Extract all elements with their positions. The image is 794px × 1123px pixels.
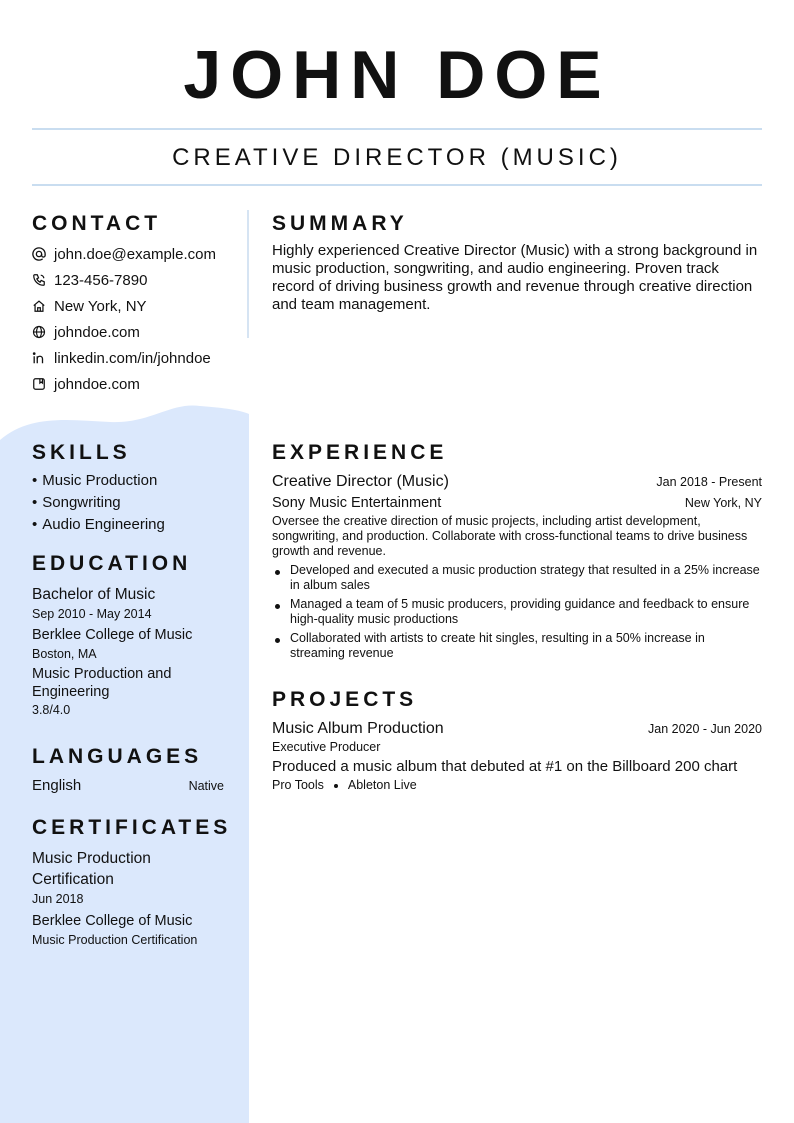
- language-level: Native: [188, 779, 224, 793]
- tool-separator: [334, 784, 338, 788]
- project-role: Executive Producer: [272, 740, 381, 754]
- job-achievement: Managed a team of 5 music producers, providing guidance and feedback to ensure high-quality music productions: [272, 597, 762, 627]
- education-location: Boston, MA: [32, 647, 97, 661]
- job-title: Creative Director (Music): [272, 473, 449, 490]
- project-tool: Ableton Live: [347, 778, 417, 792]
- certificate-detail: Music Production Certification: [32, 933, 198, 947]
- job-dates: Jan 2018 - Present: [656, 475, 762, 489]
- education-school: Berklee College of Music: [32, 627, 193, 643]
- at-icon: [32, 247, 46, 261]
- job-company-row: [272, 495, 762, 511]
- project-tools: [272, 778, 762, 792]
- language-row: [32, 777, 224, 794]
- projects-section: [272, 687, 762, 792]
- summary-heading: SUMMARY: [272, 212, 408, 235]
- job-location: New York, NY: [684, 496, 762, 510]
- skill-item: • Music Production: [32, 470, 232, 492]
- job-achievements: [272, 563, 762, 661]
- contact-linkedin-text: linkedin.com/in/johndoe: [54, 349, 211, 367]
- project-header: [272, 720, 762, 738]
- experience-heading: EXPERIENCE: [272, 441, 448, 464]
- job-description: Oversee the creative direction of music projects, including artist development, songwriting, and production. Collaborate with cross-functional teams to drive business growth and revenue.: [272, 514, 748, 558]
- job-header: [272, 473, 762, 491]
- job-title: CREATIVE DIRECTOR (MUSIC): [172, 144, 622, 171]
- certificate-issuer: Berklee College of Music: [32, 913, 193, 929]
- contact-portfolio[interactable]: [32, 371, 232, 397]
- project-name: Music Album Production: [272, 720, 444, 737]
- education-degree: Bachelor of Music: [32, 586, 156, 603]
- candidate-name: JOHN DOE: [183, 37, 611, 113]
- certificates-heading: CERTIFICATES: [32, 816, 232, 839]
- certificate-date: Jun 2018: [32, 892, 84, 906]
- project-tool: Pro Tools: [272, 778, 324, 792]
- education-gpa: 3.8/4.0: [32, 703, 71, 717]
- education-dates: Sep 2010 - May 2014: [32, 607, 152, 621]
- contact-portfolio-text: johndoe.com: [54, 375, 140, 393]
- globe-icon: [32, 325, 46, 339]
- phone-icon: [32, 273, 46, 287]
- language-name: English: [32, 777, 82, 794]
- job-achievement: Collaborated with artists to create hit singles, resulting in a 50% increase in streaming revenue: [272, 631, 762, 661]
- contact-section: [32, 211, 232, 397]
- education-field: Music Production and Engineering: [32, 666, 172, 700]
- bookmark-icon: [32, 377, 46, 391]
- skill-item: • Audio Engineering: [32, 514, 232, 536]
- certificates-section: [32, 815, 232, 949]
- projects-heading: PROJECTS: [272, 688, 418, 711]
- summary-section: [272, 211, 762, 314]
- contact-email[interactable]: [32, 241, 232, 267]
- contact-phone-text: 123-456-7890: [54, 271, 148, 289]
- header-top-rule: [32, 128, 762, 130]
- contact-location-text: New York, NY: [54, 297, 147, 315]
- column-divider: [247, 210, 249, 338]
- contact-website-text: johndoe.com: [54, 323, 140, 341]
- education-section: [32, 551, 232, 719]
- job-achievement: Developed and executed a music production strategy that resulted in a 25% increase in album sales: [272, 563, 762, 593]
- job-company: Sony Music Entertainment: [272, 495, 442, 511]
- education-heading: EDUCATION: [32, 552, 192, 575]
- skills-section: [32, 440, 232, 536]
- home-icon: [32, 299, 46, 313]
- summary-text: Highly experienced Creative Director (Music) with a strong background in music production, songwriting, and audio engineering. Proven track record of driving business growth and revenue through creative direction and team management.: [272, 242, 758, 313]
- contact-linkedin[interactable]: [32, 345, 232, 371]
- project-dates: Jan 2020 - Jun 2020: [648, 722, 762, 736]
- linkedin-icon: [32, 351, 46, 365]
- contact-heading: CONTACT: [32, 212, 162, 235]
- skills-heading: SKILLS: [32, 441, 131, 464]
- contact-location: [32, 293, 232, 319]
- contact-email-text: john.doe@example.com: [54, 245, 216, 263]
- contact-phone[interactable]: [32, 267, 232, 293]
- languages-section: [32, 744, 224, 794]
- skill-item: • Songwriting: [32, 492, 232, 514]
- languages-heading: LANGUAGES: [32, 745, 203, 768]
- header-bottom-rule: [32, 184, 762, 186]
- experience-section: [272, 440, 762, 665]
- contact-website[interactable]: [32, 319, 232, 345]
- project-description: Produced a music album that debuted at #1 on the Billboard 200 chart: [272, 758, 738, 775]
- certificate-name: Music Production Certification: [32, 850, 151, 888]
